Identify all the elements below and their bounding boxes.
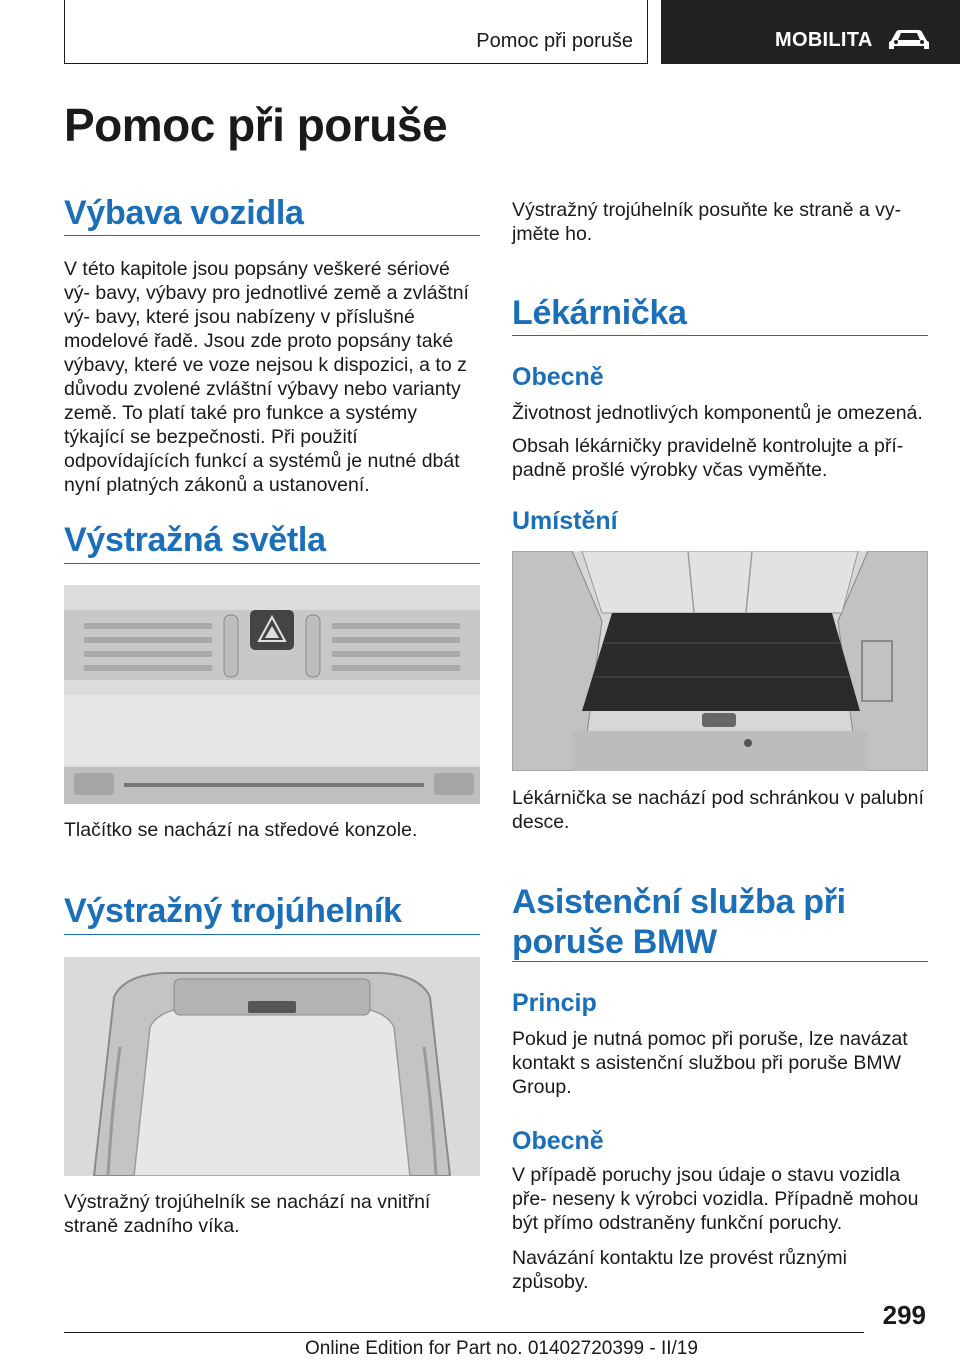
princip-text: Pokud je nutná pomoc při poruše, lze navázat kontakt s asistenční službou při poruše BMW Group. [512,1028,908,1098]
first-aid-kit-figure [512,551,928,771]
asistence-obecne-text-1: V případě poruchy jsou údaje o stavu vozidla pře‐ neseny k výrobci vozidla. Případně mohou být přímo odstraněny funkční poruchy. [512,1164,919,1234]
heading-vystrazny-trojuhelnik: Výstražný trojúhelník [64,892,402,930]
tailgate-illustration [64,957,480,1176]
vybava-text: V této kapitole jsou popsány veškeré sériové vý‐ bavy, výbavy pro jednotlivé země a zvláštní vý‐ bavy, které jsou nabízeny v příslušné modelové řadě. Jsou zde proto popsány také výbavy, které ve voze nejsou k dispozici, a to z důvodu zvolené zvláštní výbavy nebo varianty země. To platí také pro funkce a systémy týkající se bezpečnosti. Při použití odpovídajících funkcí a systémů je nutné dbát nyní platných zákonů a ustanovení. [64,258,469,496]
section-rule [64,934,480,935]
trojuhelnik-intro-text: Výstražný trojúhelník posuňte ke straně a vy‐ jměte ho. [512,199,902,245]
hazard-switch-figure [64,585,480,804]
heading-asistencni-sluzba: Asistenční služba při poruše BMW [512,883,846,961]
lekarnicka-obecne-text-1: Životnost jednotlivých komponentů je omezená. [512,402,923,424]
page-title: Pomoc při poruše [64,99,448,151]
warning-triangle-figure [64,957,480,1176]
car-icon [887,27,931,53]
hazard-switch-illustration [64,585,480,804]
header-chapter-box [661,0,960,64]
section-rule [512,961,928,962]
page-number: 299 [882,1300,926,1330]
heading-vystrazna-svetla: Výstražná světla [64,521,326,559]
lekarnicka-caption: Lékárnička se nachází pod schránkou v palubní desce. [512,787,924,833]
heading-vybava-vozidla: Výbava vozidla [64,194,304,232]
svetla-caption: Tlačítko se nachází na středové konzole. [64,819,418,841]
header-section-title: Pomoc při poruše [476,30,633,52]
header-chapter-title: MOBILITA [775,29,873,51]
section-rule [64,563,480,564]
subheading-umisteni: Umístění [512,507,618,535]
subheading-princip: Princip [512,989,597,1017]
asistence-obecne-text-2: Navázání kontaktu lze provést různými způsoby. [512,1247,847,1293]
trunk-illustration [512,551,928,771]
subheading-obecne-asistence: Obecně [512,1127,604,1155]
header-section-box [64,0,648,64]
footer-edition-text: Online Edition for Part no. 01402720399 - II/19 [305,1338,698,1359]
heading-lekarnicka: Lékárnička [512,294,687,332]
footer-rule [64,1332,864,1333]
lekarnicka-obecne-text-2: Obsah lékárničky pravidelně kontrolujte a pří‐ padně prošlé výrobky včas vyměňte. [512,435,904,481]
section-rule [512,335,928,336]
subheading-obecne: Obecně [512,363,604,391]
section-rule [64,235,480,236]
trojuhelnik-caption: Výstražný trojúhelník se nachází na vnitřní straně zadního víka. [64,1191,431,1237]
